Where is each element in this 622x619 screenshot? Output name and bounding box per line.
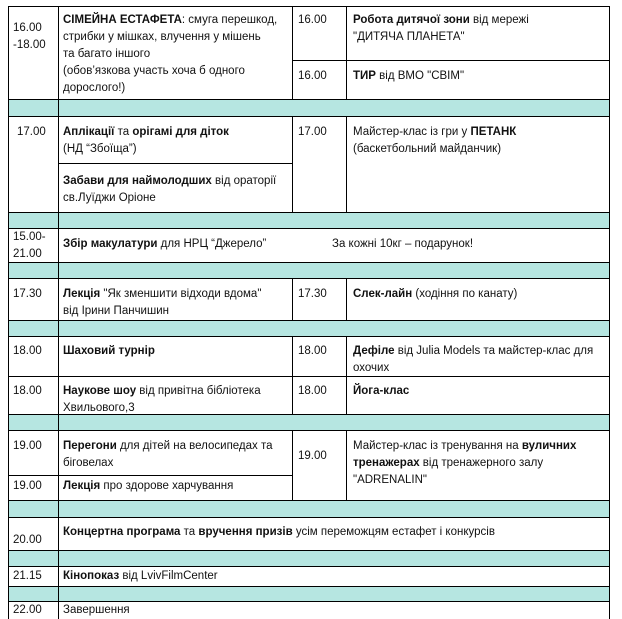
event-title: Лекція — [63, 480, 101, 492]
event-shooting-range — [353, 68, 464, 85]
event-desc: від тренажерного залу — [419, 457, 544, 469]
event-slackline — [353, 286, 517, 303]
event-desc: біговелах — [63, 457, 114, 469]
event-title: Наукове шоу — [63, 385, 137, 397]
event-desc: (ходіння по канату) — [412, 288, 518, 300]
event-desc: "ДИТЯЧА ПЛАНЕТА" — [353, 31, 465, 43]
event-fashion-show — [353, 343, 593, 377]
event-paper-collection — [63, 236, 266, 253]
event-desc: та — [180, 526, 199, 538]
table-rule — [58, 163, 292, 164]
table-rule — [346, 430, 347, 500]
event-time: 18.00 — [298, 385, 327, 397]
table-rule — [8, 517, 610, 518]
event-time: 16.00 — [298, 70, 327, 82]
event-closing: Завершення — [63, 604, 130, 616]
event-title: Робота дитячої зони — [353, 14, 470, 26]
event-title: Концертна програма — [63, 526, 181, 538]
event-desc: від ВМО "СВІМ" — [375, 70, 465, 82]
table-rule — [346, 116, 347, 212]
event-time: 15.00- 21.00 — [13, 231, 46, 260]
separator-band — [8, 99, 610, 116]
table-rule — [346, 278, 347, 320]
event-lecture-food — [63, 478, 233, 495]
event-science-show — [63, 383, 261, 417]
event-time: 17.30 — [298, 288, 327, 300]
event-time: 17.00 — [17, 126, 46, 138]
table-rule — [346, 6, 347, 99]
event-street-workout — [353, 438, 576, 489]
table-rule — [8, 566, 610, 567]
event-desc: Хвильового,3 — [63, 402, 135, 414]
table-rule — [8, 99, 610, 100]
event-family-relay — [63, 12, 277, 97]
event-time: 17.00 — [298, 126, 327, 138]
table-rule — [8, 430, 610, 431]
event-time: 18.00 — [13, 385, 42, 397]
table-rule — [292, 430, 293, 500]
table-rule — [8, 228, 610, 229]
separator-band — [8, 212, 610, 228]
table-rule — [8, 550, 610, 551]
event-title: ТИР — [353, 70, 376, 82]
table-rule — [8, 586, 610, 587]
event-time: 20.00 — [13, 534, 42, 546]
event-time: 19.00 — [13, 440, 42, 452]
separator-band — [8, 320, 610, 336]
event-title: Кінопоказ — [63, 570, 120, 582]
event-desc: (обов’язкова участь хоча б одного — [63, 65, 245, 77]
event-title: Перегони — [63, 440, 117, 452]
event-title: Забави для наймолодших — [63, 175, 212, 187]
event-desc: для дітей на велосипедах та — [116, 440, 273, 452]
table-rule — [609, 6, 610, 619]
table-rule — [8, 278, 610, 279]
separator-band — [8, 262, 610, 278]
table-rule — [292, 116, 293, 212]
event-title: ПЕТАНК — [470, 126, 517, 138]
event-desc: св.Луїджи Оріоне — [63, 192, 156, 204]
event-title: вуличних — [521, 440, 577, 452]
event-desc: "ADRENALIN" — [353, 474, 427, 486]
event-chess — [63, 343, 155, 360]
event-title: Йога-клас — [353, 385, 410, 397]
table-rule — [58, 6, 59, 619]
table-rule — [8, 212, 610, 213]
table-rule — [8, 262, 610, 263]
event-desc: Майстер-клас із тренування на — [353, 440, 522, 452]
event-desc: для НРЦ “Джерело” — [157, 238, 267, 250]
event-lecture-waste — [63, 286, 261, 320]
event-desc: від привітна бібліотека — [136, 385, 261, 397]
event-title: Збір макулатури — [63, 238, 158, 250]
event-title: Шаховий турнір — [63, 345, 155, 357]
table-rule — [292, 60, 610, 61]
event-desc: від LvivFilmCenter — [119, 570, 218, 582]
event-kids-zone — [353, 12, 529, 46]
event-title: Лекція — [63, 288, 101, 300]
event-desc: (НД “Збоїща”) — [63, 143, 137, 155]
event-desc: від Ірини Панчишин — [63, 305, 169, 317]
event-title: Слек-лайн — [353, 288, 413, 300]
table-rule — [292, 6, 293, 99]
event-time: 19.00 — [13, 480, 42, 492]
event-title: тренажерах — [353, 457, 420, 469]
table-rule — [8, 475, 292, 476]
event-time: 18.00 — [13, 345, 42, 357]
separator-band — [8, 550, 610, 566]
table-rule — [292, 336, 293, 414]
separator-band — [8, 586, 610, 601]
event-desc: Майстер-клас із гри у — [353, 126, 471, 138]
event-petanque — [353, 124, 516, 158]
event-concert — [63, 524, 495, 541]
event-desc: (баскетбольний майданчик) — [353, 143, 502, 155]
event-title: СІМЕЙНА ЕСТАФЕТА — [63, 14, 182, 26]
event-movie — [63, 568, 218, 585]
table-rule — [8, 6, 9, 619]
event-desc: від мережі — [469, 14, 529, 26]
table-rule — [346, 336, 347, 414]
event-yoga — [353, 383, 409, 400]
event-desc: охочих — [353, 362, 390, 374]
table-rule — [8, 336, 610, 337]
event-time: 16.00 -18.00 — [13, 22, 46, 51]
separator-band — [8, 500, 610, 517]
event-desc: від Julia Models та майстер-клас для — [394, 345, 594, 357]
table-rule — [8, 320, 610, 321]
event-title: Дефіле — [353, 345, 395, 357]
event-time: 17.30 — [13, 288, 42, 300]
event-desc: та багато іншого — [63, 48, 151, 60]
event-time: 22.00 — [13, 604, 42, 616]
event-desc: усім переможцям естафет і конкурсів — [292, 526, 495, 538]
event-desc: про здорове харчування — [100, 480, 234, 492]
event-title: вручення призів — [198, 526, 293, 538]
event-bike-race — [63, 438, 273, 472]
event-time: 18.00 — [298, 345, 327, 357]
event-applique-origami — [63, 124, 229, 158]
event-desc: дорослого!) — [63, 82, 126, 94]
event-kids-games — [63, 173, 276, 207]
table-rule — [8, 6, 610, 7]
event-desc: від ораторії — [211, 175, 277, 187]
table-rule — [8, 116, 610, 117]
event-desc: та — [114, 126, 133, 138]
event-title: Аплікації — [63, 126, 115, 138]
table-rule — [292, 278, 293, 320]
event-time: 19.00 — [298, 450, 327, 462]
event-desc: : смуга перешкод, — [181, 14, 278, 26]
event-time: 16.00 — [298, 14, 327, 26]
event-time: 21.15 — [13, 570, 42, 582]
event-desc: "Як зменшити відходи вдома" — [100, 288, 262, 300]
table-rule — [8, 500, 610, 501]
event-title: орігамі для діток — [132, 126, 229, 138]
event-desc: стрибки у мішках, влучення у мішень — [63, 31, 261, 43]
event-note: За кожні 10кг – подарунок! — [332, 238, 474, 250]
